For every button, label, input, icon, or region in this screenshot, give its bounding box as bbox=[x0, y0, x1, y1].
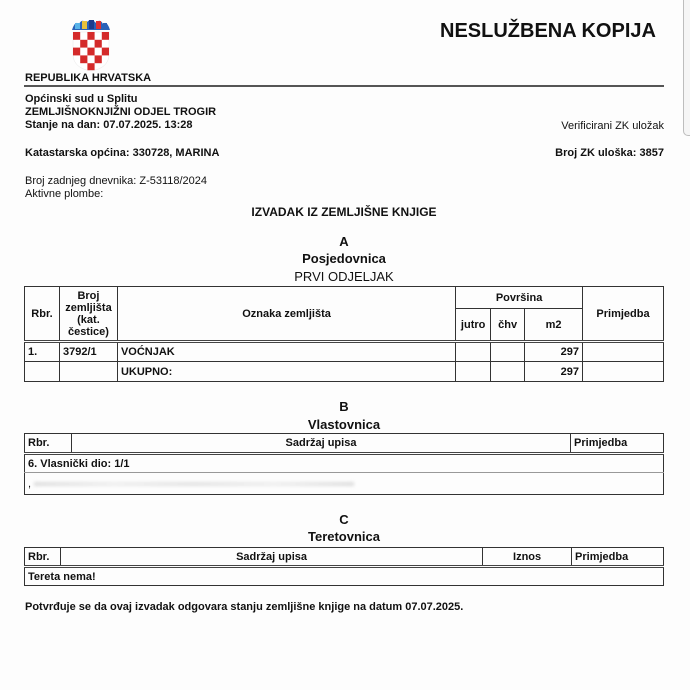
section-a-letter: A bbox=[339, 234, 349, 249]
cadastral-municipality: Katastarska općina: 330728, MARINA bbox=[25, 147, 220, 159]
no-encumbrance-row bbox=[25, 567, 664, 586]
table-row-total bbox=[25, 362, 664, 382]
header-primjedba: Primjedba bbox=[583, 287, 664, 342]
republic-label: REPUBLIKA HRVATSKA bbox=[25, 72, 152, 84]
cell-oznaka-total: UKUPNO: bbox=[117, 362, 455, 382]
section-b-name: Vlastovnica bbox=[307, 417, 381, 432]
ownership-share: 6. Vlasnički dio: 1/1 bbox=[25, 454, 664, 473]
department-name: ZEMLJIŠNOKNJIŽNI ODJEL TROGIR bbox=[25, 106, 217, 118]
redacted-owner-name bbox=[34, 482, 354, 486]
no-encumbrance: Tereta nema! bbox=[25, 567, 664, 586]
cell-chv bbox=[491, 342, 525, 362]
active-seals: Aktivne plombe: bbox=[25, 188, 104, 200]
header-rbr: Rbr. bbox=[25, 548, 61, 567]
header-oznaka: Oznaka zemljišta bbox=[117, 287, 455, 342]
header-jutro: jutro bbox=[456, 309, 491, 342]
header-chv: čhv bbox=[491, 309, 525, 342]
header-broj-line4: čestice) bbox=[67, 325, 109, 338]
section-a-name: Posjedovnica bbox=[302, 251, 386, 266]
vlastovnica-table bbox=[24, 433, 664, 495]
section-c-name: Teretovnica bbox=[307, 529, 380, 544]
owner-prefix: , bbox=[28, 477, 32, 490]
state-date: Stanje na dan: 07.07.2025. 13:28 bbox=[25, 119, 193, 131]
cell-jutro bbox=[456, 342, 491, 362]
section-b-letter: B bbox=[339, 399, 349, 414]
cell-primjedba bbox=[583, 362, 664, 382]
cell-rbr: 1. bbox=[25, 342, 60, 362]
header-m2: m2 bbox=[525, 309, 583, 342]
header-sadrzaj: Sadržaj upisa bbox=[71, 434, 570, 454]
section-a-subtitle: PRVI ODJELJAK bbox=[294, 269, 394, 284]
table-row bbox=[25, 342, 664, 362]
court-name: Općinski sud u Splitu bbox=[25, 93, 138, 105]
header-divider bbox=[24, 85, 664, 87]
checkerboard-shield-icon bbox=[73, 32, 109, 71]
header-sadrzaj: Sadržaj upisa bbox=[60, 548, 482, 567]
header-rbr: Rbr. bbox=[25, 287, 60, 342]
cell-primjedba bbox=[583, 342, 664, 362]
owner-cell-redacted bbox=[25, 473, 664, 495]
confirmation-statement: Potvrđuje se da ovaj izvadak odgovara stanju zemljišne knjige na datum 07.07.2025. bbox=[25, 601, 464, 613]
header-broj-line1: Broj bbox=[77, 289, 100, 302]
scrollbar[interactable] bbox=[683, 0, 690, 136]
cell-m2: 297 bbox=[525, 342, 583, 362]
unofficial-copy-title: NESLUŽBENA KOPIJA bbox=[440, 20, 656, 42]
header-broj-zemljista bbox=[59, 287, 117, 342]
last-journal-number: Broj zadnjeg dnevnika: Z-53118/2024 bbox=[25, 175, 208, 187]
crown-icon bbox=[72, 20, 110, 30]
zk-number: Broj ZK uloška: 3857 bbox=[555, 147, 664, 159]
ownership-share-row bbox=[25, 454, 664, 473]
document-title: IZVADAK IZ ZEMLJIŠNE KNJIGE bbox=[251, 205, 437, 219]
verified-label: Verificirani ZK uložak bbox=[561, 120, 664, 132]
cell-oznaka: VOĆNJAK bbox=[117, 342, 455, 362]
header-povrsina: Površina bbox=[456, 287, 583, 309]
header-broj-line2: zemljišta bbox=[65, 301, 112, 314]
cell-chv bbox=[491, 362, 525, 382]
cell-jutro bbox=[456, 362, 491, 382]
header-primjedba: Primjedba bbox=[571, 434, 664, 454]
header-primjedba: Primjedba bbox=[572, 548, 664, 567]
teretovnica-table bbox=[24, 547, 664, 586]
croatian-coat-of-arms-logo bbox=[70, 16, 112, 72]
cell-rbr bbox=[25, 362, 60, 382]
header-broj-line3: (kat. bbox=[77, 313, 100, 326]
cell-m2-total: 297 bbox=[525, 362, 583, 382]
section-c-letter: C bbox=[339, 512, 349, 527]
cell-broj bbox=[59, 362, 117, 382]
cell-broj: 3792/1 bbox=[59, 342, 117, 362]
header-iznos: Iznos bbox=[483, 548, 572, 567]
header-rbr: Rbr. bbox=[25, 434, 72, 454]
posjedovnica-table bbox=[24, 286, 664, 382]
owner-row bbox=[25, 473, 664, 495]
